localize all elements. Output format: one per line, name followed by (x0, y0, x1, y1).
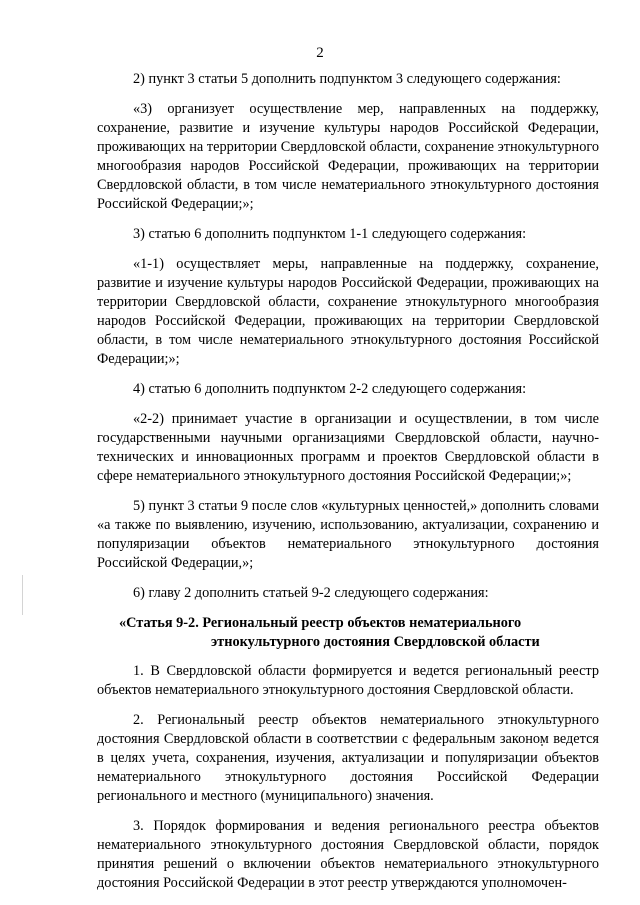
article-heading (97, 614, 599, 652)
page-number: 2 (316, 45, 324, 61)
article-heading-line-2: этнокультурного достояния Свердловской области (211, 634, 540, 650)
article-paragraph-3: 3. Порядок формирования и ведения регионального реестра объектов нематериального этнокультурного достояния Свердловской области, порядок принятия решений о включении объектов нематериального этнокультурного достояния Российской Федерации в этот реестр утверждаются уполномочен- (97, 818, 599, 891)
paragraph-item-5: 5) пункт 3 статьи 9 после слов «культурных ценностей,» дополнить словами «а также по выявлению, изучению, использованию, актуализации, сохранению и популяризации объектов нематериального этнокультурного достояния Российской Федерации,»; (97, 498, 599, 571)
quote-subpoint-1-1: «1-1) осуществляет меры, направленные на поддержку, сохранение, развитие и изучение культуры народов Российской Федерации, проживающих на территории Свердловской области, сохранение этнокультурного многообразия народов Российской Федерации, проживающих на территории Свердловской области, в том числе нематериального этнокультурного достояния Российской Федерации;»; (97, 256, 599, 367)
paragraph-item-3: 3) статью 6 дополнить подпунктом 1-1 следующего содержания: (133, 226, 527, 242)
paragraph-item-4: 4) статью 6 дополнить подпунктом 2-2 следующего содержания: (133, 381, 527, 397)
article-paragraph-2: 2. Региональный реестр объектов нематериального этнокультурного достояния Свердловской области в соответствии с федеральным законом ведется в целях учета, сохранения, изучения, актуализации и популяризации объектов нематериального этнокультурного достояния Российской Федерации регионального и местного (муниципального) значения. (97, 712, 599, 804)
document-body (97, 70, 599, 904)
scan-margin-mark (22, 575, 23, 615)
paragraph-item-2: 2) пункт 3 статьи 5 дополнить подпунктом 3 следующего содержания: (133, 71, 561, 87)
article-paragraph-1: 1. В Свердловской области формируется и ведется региональный реестр объектов нематериального этнокультурного достояния Свердловской области. (97, 663, 599, 698)
article-heading-line-1: «Статья 9-2. Региональный реестр объектов нематериального (119, 615, 522, 631)
paragraph-item-6: 6) главу 2 дополнить статьей 9-2 следующего содержания: (133, 585, 489, 601)
quote-subpoint-2-2: «2-2) принимает участие в организации и осуществлении, в том числе государственными научными организациями Свердловской области, научно-технических и инновационных программ и проектов Свердловской области в сфере нематериального этнокультурного достояния Российской Федерации;»; (97, 411, 599, 484)
quote-subpoint-3: «3) организует осуществление мер, направленных на поддержку, сохранение, развитие и изучение культуры народов Российской Федерации, проживающих на территории Свердловской области, сохранение этнокультурного многообразия народов Российской Федерации, проживающих на территории Свердловской области, в том числе нематериального этнокультурного достояния Российской Федерации;»; (97, 101, 599, 212)
